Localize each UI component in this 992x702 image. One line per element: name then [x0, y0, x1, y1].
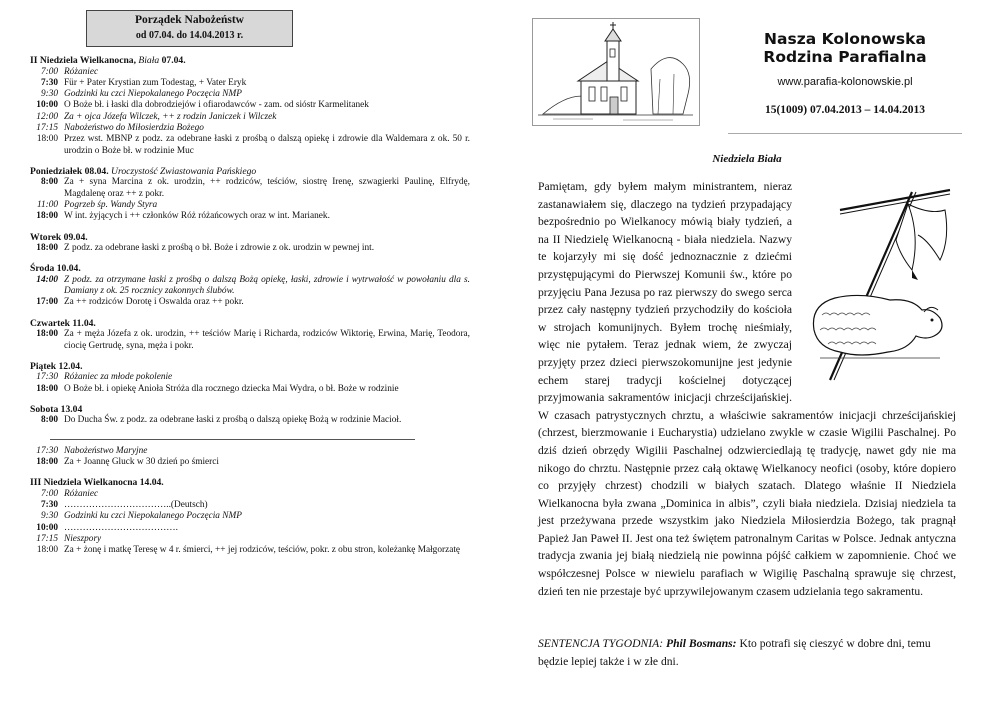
- mass-intention: Różaniec za młode pokolenie: [64, 372, 173, 383]
- mass-time: 17:00: [36, 297, 58, 308]
- mass-intention: O Boże bł. i opiekę Anioła Stróża dla rocznego dziecka Mai Wydra, o bł. Boże w rodzinie: [64, 383, 399, 394]
- mass-time: 18:00: [36, 243, 58, 254]
- mass-time: 9:30: [40, 511, 58, 522]
- mass-time: 8:00: [40, 415, 58, 426]
- mass-time: 18:00: [36, 329, 58, 340]
- maxim-author: Phil Bosmans:: [665, 637, 737, 650]
- day-name: Czwartek 11.04.: [30, 317, 96, 329]
- mass-entry: [30, 511, 470, 522]
- day-feast-or-place: Uroczystość Zwiastowania Pańskiego: [111, 165, 257, 177]
- day-name: Piątek 12.04.: [30, 360, 83, 372]
- mass-time: 7:00: [40, 66, 58, 77]
- mass-intention: Nabożeństwo Maryjne: [64, 445, 148, 456]
- day-feast-or-place: Biała: [138, 55, 160, 66]
- mass-entry: [30, 200, 470, 211]
- mass-entry: [30, 297, 470, 308]
- mass-entry: [30, 112, 470, 123]
- mass-intention: Za + ojca Józefa Wilczek, ++ z rodzin Janiczek i Wilczek: [64, 111, 277, 122]
- lamb-with-cross-illustration: [800, 180, 956, 394]
- masthead-title-line2: Rodzina Parafialna: [763, 48, 927, 66]
- mass-intention: Nieszpory: [64, 534, 102, 545]
- mass-entry: [30, 545, 470, 556]
- mass-entry: [30, 415, 470, 426]
- schedule-separator: [50, 439, 415, 440]
- schedule-day: [30, 404, 470, 427]
- mass-time: 17:30: [36, 445, 58, 456]
- schedule-day: [30, 166, 470, 223]
- mass-time: 18:00: [36, 457, 58, 468]
- schedule-day-heading: [30, 477, 470, 489]
- mass-entry: [30, 211, 470, 222]
- schedule-day-heading: [30, 166, 470, 178]
- mass-intention: Z podz. za otrzymane łaski z prośbą o dalszą Bożą opiekę, łaski, zdrowie i wytrwałość w powołaniu dla s. Damiany z ok. 25 rocznicy zakonnych ślubów.: [64, 274, 470, 297]
- mass-time: 7:00: [40, 488, 58, 499]
- mass-intention: Nabożeństwo do Miłosierdzia Bożego: [64, 122, 204, 133]
- day-name: Sobota 13.04: [30, 403, 83, 415]
- mass-entry: [30, 534, 470, 545]
- day-name: Wtorek 09.04.: [30, 231, 88, 243]
- schedule-day-heading: [30, 361, 470, 373]
- schedule-day-heading: [30, 263, 470, 275]
- mass-time: 18:00: [36, 545, 58, 556]
- schedule-day: [30, 446, 470, 469]
- issue-number: 15(1009) 07.04.2013 – 14.04.2013: [764, 104, 926, 116]
- mass-time: 11:00: [37, 199, 58, 210]
- masthead-divider: [728, 133, 962, 134]
- schedule-day: [30, 361, 470, 395]
- schedule-header: [86, 10, 293, 47]
- mass-time: 7:30: [40, 500, 58, 511]
- schedule-day: [30, 263, 470, 308]
- mass-intention: ……………………………….: [64, 522, 178, 533]
- schedule-sections: [30, 55, 470, 557]
- mass-intention: Für + Pater Krystian zum Todestag, + Vater Eryk: [64, 77, 247, 88]
- mass-time: 12:00: [36, 111, 58, 122]
- day-name: Poniedziałek 08.04.: [30, 165, 109, 177]
- mass-schedule: [30, 10, 470, 557]
- mass-intention: Przez wst. MBNP z podz. za odebrane łaski z prośbą o dalszą opiekę i zdrowie dla Waldemara z ok. 50 r. urodzin o Boże bł. w rodzinie Muc: [64, 134, 470, 156]
- schedule-day-heading: [30, 404, 470, 416]
- mass-entry: [30, 243, 470, 254]
- mass-intention: Różaniec: [64, 66, 99, 77]
- mass-time: 18:00: [36, 134, 58, 145]
- mass-intention: Różaniec: [64, 488, 99, 499]
- mass-entry: [30, 67, 470, 78]
- maxim-text: Kto potrafi się cieszyć w dobre dni, temu będzie lepiej także i w złe dni.: [538, 637, 931, 668]
- schedule-day-heading: [30, 318, 470, 330]
- day-date: 07.04.: [161, 55, 186, 66]
- mass-time: 14:00: [36, 274, 58, 285]
- mass-time: 10:00: [36, 522, 58, 533]
- article-heading: Niedziela Biała: [712, 153, 782, 165]
- mass-time: 9:30: [40, 89, 58, 100]
- article-body: [538, 178, 956, 600]
- masthead: [728, 30, 962, 116]
- schedule-title: Porządek Nabożeństw: [135, 14, 244, 26]
- mass-entry: [30, 134, 470, 157]
- mass-intention: O Boże bł. i łaski dla dobrodziejów i ofiarodawców - zam. od sióstr Karmelitanek: [64, 100, 369, 111]
- schedule-day: [30, 55, 470, 157]
- mass-time: 18:00: [36, 383, 58, 394]
- day-name: III Niedziela Wielkanocna 14.04.: [30, 477, 164, 489]
- mass-intention: Z podz. za odebrane łaski z prośbą o bł. Boże i zdrowie z ok. urodzin w pewnej int.: [64, 243, 375, 254]
- mass-time: 18:00: [36, 211, 58, 222]
- schedule-day: [30, 477, 470, 556]
- mass-entry: [30, 489, 470, 500]
- schedule-day-heading: [30, 55, 470, 67]
- mass-entry: [30, 78, 470, 89]
- mass-entry: [30, 457, 470, 468]
- mass-time: 8:00: [40, 177, 58, 188]
- mass-intention: Pogrzeb śp. Wandy Styra: [64, 199, 158, 210]
- mass-entry: [30, 384, 470, 395]
- mass-intention: Za ++ rodziców Dorotę i Oswalda oraz ++ pokr.: [64, 297, 244, 308]
- mass-time: 10:00: [36, 100, 58, 111]
- mass-entry: [30, 89, 470, 100]
- mass-intention: Za + Joannę Gluck w 30 dzień po śmierci: [64, 457, 219, 468]
- mass-intention: Za + męża Józefa z ok. urodzin, ++ teściów Marię i Richarda, rodziców Wiktorię, Erwina, Marię, Teodora, ciocię Gertrudę, syna, męża i pokr.: [64, 329, 470, 351]
- mass-intention: W int. żyjących i ++ członków Róż różańcowych oraz w int. Marianek.: [64, 211, 330, 222]
- day-name: II Niedziela Wielkanocna,: [30, 55, 136, 66]
- article-text: Pamiętam, gdy byłem małym ministrantem, nieraz zastanawiałem się, dlaczego na tydzień przypadający bezpośrednio po Wielkanocy mówią biały tydzień, a na II Niedzielę Wielkanocną - biała niedziela. Nazwy te kojarzyły mi się dość jednoznacznie z dziećmi przystępującymi do Pierwszej Komunii św., które po przyjęciu Pana Jezusa po raz pierwszy do swego serca przez cały następny tydzień przychodziły do kościoła w strojach komunijnych. Byłem trochę nieśmiały, więc nie pytałem. Teraz jednak wiem, że zwyczaj przyjęty przez dzieci pierwszokomunijne jest jedynie echem starej tradycji kościelnej dotyczącej przyjmowania sakramentów inicjacji chrześcijańskiej. W czasach patrystycznych chrztu, a właściwie sakramentów inicjacji chrześcijańskiej (chrzest, bierzmowanie i Eucharystia) udzielano zwykle w czasie Wigilii Paschalnej. Po dziś dzień obrzędy Wigilii Paschalnej odzwierciedlają tę tradycję, nawet gdy nie ma nikogo do chrztu. Następnie przez całą oktawę Wielkanocy neofici (osoby, które dopiero co przyjęły chrzest) chodzili w białych szatach. Dlatego właśnie II Niedziela Wielkanocna była zwana „Dominica in albis”, czyli biała niedziela. Dzisiaj niedziela ta jest przeżywana przede wszystkim jako Niedziela Miłosierdzia Bożego, tak pragnął Papież Jan Paweł II. Jest ona też świętem patronalnym Caritas w Polsce. Jednak antyczna tradycja zwania jej białą niedzielą nie powinna pójść całkiem w zapomnienie. Choć we współczesnej Polsce w niewielu parafiach w Wigilię Paschalną sprawuje się chrzest, dzień ten nie przestaje być uprzywilejowanym czasem udzielania tego sakramentu.: [538, 180, 956, 598]
- mass-time: 17:15: [36, 122, 58, 133]
- mass-entry: [30, 123, 470, 134]
- schedule-day-heading: [30, 232, 470, 244]
- church-illustration: [532, 18, 700, 126]
- mass-entry: [30, 500, 470, 511]
- mass-entry: [30, 100, 470, 111]
- mass-intention: Za + żonę i matkę Teresę w 4 r. śmierci, ++ jej rodziców, teściów, pokr. z obu stron, koleżankę Małgorzatę: [64, 545, 461, 556]
- mass-intention: Do Ducha Św. z podz. za odebrane łaski z prośbą o dalszą opiekę Bożą w rodzinie Macioł.: [64, 415, 402, 426]
- schedule-day: [30, 318, 470, 352]
- mass-time: 17:30: [36, 372, 58, 383]
- weekly-maxim: [538, 635, 956, 670]
- masthead-title-line1: Nasza Kolonowska: [764, 30, 926, 48]
- mass-entry: [30, 446, 470, 457]
- mass-entry: [30, 372, 470, 383]
- mass-time: 7:30: [40, 77, 58, 88]
- mass-entry: [30, 177, 470, 200]
- mass-intention: Za + syna Marcina z ok. urodzin, ++ rodziców, teściów, siostrę Irenę, szwagierki Paulinę, Elfrydę, Magdalenę oraz ++ z pokr.: [64, 177, 470, 199]
- maxim-label: SENTENCJA TYGODNIA:: [538, 637, 664, 650]
- mass-entry: [30, 523, 470, 534]
- mass-time: 17:15: [36, 534, 58, 545]
- day-name: Środa 10.04.: [30, 263, 81, 275]
- parish-url[interactable]: www.parafia-kolonowskie.pl: [777, 76, 913, 88]
- mass-entry: [30, 329, 470, 352]
- schedule-date-range: od 07.04. do 14.04.2013 r.: [135, 30, 244, 41]
- mass-intention: Godzinki ku czci Niepokalanego Poczęcia NMP: [64, 89, 242, 100]
- schedule-day: [30, 232, 470, 255]
- mass-entry: [30, 275, 470, 298]
- mass-intention: Godzinki ku czci Niepokalanego Poczęcia NMP: [64, 511, 242, 522]
- mass-intention: ……………………………..(Deutsch): [64, 500, 208, 511]
